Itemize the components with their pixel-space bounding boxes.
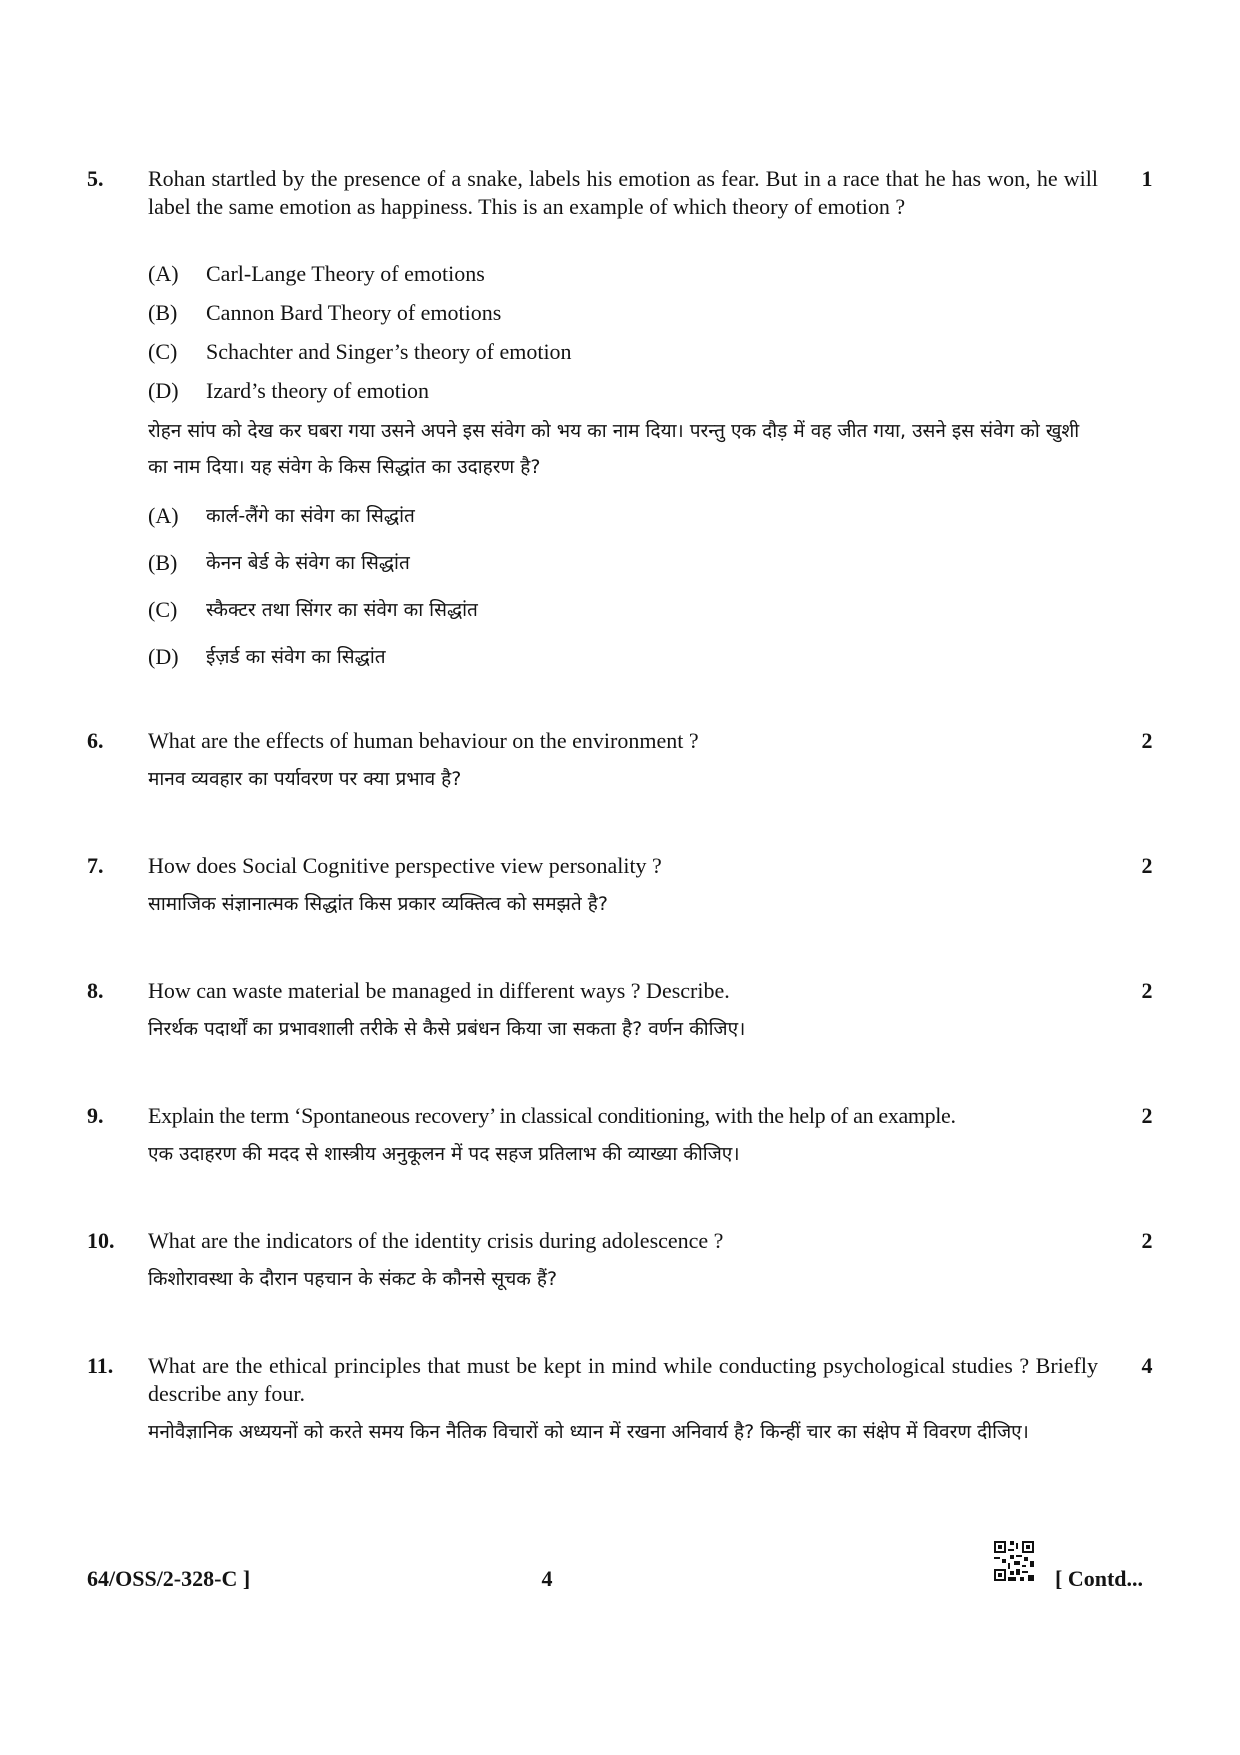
page-number: 4: [541, 1566, 553, 1591]
question-text-hindi: मनोवैज्ञानिक अध्ययनों को करते समय किन नैतिक विचारों को ध्यान में रखना अनिवार्य है? किन्हीं चार का संक्षेप में विवरण दीजिए।: [148, 1421, 1029, 1443]
paper-code: 64/OSS/2-328-C ]: [87, 1566, 251, 1591]
question-text-english: What are the indicators of the identity crisis during adolescence ?: [148, 1228, 724, 1253]
question-text-english: How can waste material be managed in different ways ? Describe.: [148, 978, 730, 1003]
question-text-hindi: एक उदाहरण की मदद से शास्त्रीय अनुकूलन में पद सहज प्रतिलाभ की व्याख्या कीजिए।: [148, 1143, 740, 1165]
option-label: (C): [148, 597, 178, 622]
question-marks: 1: [1141, 166, 1153, 191]
question-marks: 2: [1141, 978, 1153, 1003]
option-text: केनन बेर्ड के संवेग का सिद्धांत: [206, 552, 410, 574]
question-number: 6.: [87, 728, 104, 753]
question-text-english: Rohan startled by the presence of a snake, labels his emotion as fear. But in a race that he has won, he will label the same emotion as happiness. This is an example of which theory of emotion ?: [148, 166, 1098, 219]
question-text-hindi: मानव व्यवहार का पर्यावरण पर क्या प्रभाव है?: [148, 768, 462, 790]
question-number: 7.: [87, 853, 104, 878]
question-marks: 4: [1141, 1353, 1153, 1378]
question-number: 10.: [87, 1228, 115, 1253]
question-text-hindi: रोहन सांप को देख कर घबरा गया उसने अपने इस संवेग को भय का नाम दिया। परन्तु एक दौड़ में वह जीत गया, उसने इस संवेग को खुशी का नाम दिया। यह संवेग के किस सिद्धांत का उदाहरण है?: [148, 420, 1080, 478]
question-number: 5.: [87, 166, 104, 191]
question-marks: 2: [1141, 1228, 1153, 1253]
continued-label: [ Contd...: [1055, 1566, 1144, 1591]
qr-code-icon: [994, 1541, 1034, 1581]
option-text: Schachter and Singer’s theory of emotion: [206, 339, 572, 364]
question-number: 11.: [87, 1353, 114, 1378]
question-text-english: What are the ethical principles that must be kept in mind while conducting psychological studies ? Briefly describe any four.: [148, 1353, 1098, 1406]
option-text: Cannon Bard Theory of emotions: [206, 300, 502, 325]
question-text-english: Explain the term ‘Spontaneous recovery’ in classical conditioning, with the help of an example.: [148, 1103, 956, 1128]
question-text-english: What are the effects of human behaviour on the environment ?: [148, 728, 699, 753]
option-text: कार्ल-लैंगे का संवेग का सिद्धांत: [206, 505, 415, 527]
question-marks: 2: [1141, 728, 1153, 753]
option-label: (B): [148, 300, 178, 325]
option-text: Izard’s theory of emotion: [206, 378, 429, 403]
question-number: 9.: [87, 1103, 104, 1128]
option-label: (D): [148, 378, 179, 403]
option-label: (A): [148, 503, 179, 528]
option-text: ईज़र्ड का संवेग का सिद्धांत: [206, 646, 386, 668]
option-label: (C): [148, 339, 178, 364]
question-text-hindi: किशोरावस्था के दौरान पहचान के संकट के कौनसे सूचक हैं?: [148, 1268, 558, 1290]
question-marks: 2: [1141, 853, 1153, 878]
question-text-english: How does Social Cognitive perspective view personality ?: [148, 853, 662, 878]
option-label: (B): [148, 550, 178, 575]
question-marks: 2: [1141, 1103, 1153, 1128]
option-text: स्कैक्टर तथा सिंगर का संवेग का सिद्धांत: [206, 599, 478, 621]
option-label: (D): [148, 644, 179, 669]
option-label: (A): [148, 261, 179, 286]
question-number: 8.: [87, 978, 104, 1003]
question-text-hindi: निरर्थक पदार्थों का प्रभावशाली तरीके से कैसे प्रबंधन किया जा सकता है? वर्णन कीजिए।: [148, 1018, 746, 1040]
option-text: Carl-Lange Theory of emotions: [206, 261, 485, 286]
question-text-hindi: सामाजिक संज्ञानात्मक सिद्धांत किस प्रकार व्यक्तित्व को समझते है?: [148, 893, 608, 915]
